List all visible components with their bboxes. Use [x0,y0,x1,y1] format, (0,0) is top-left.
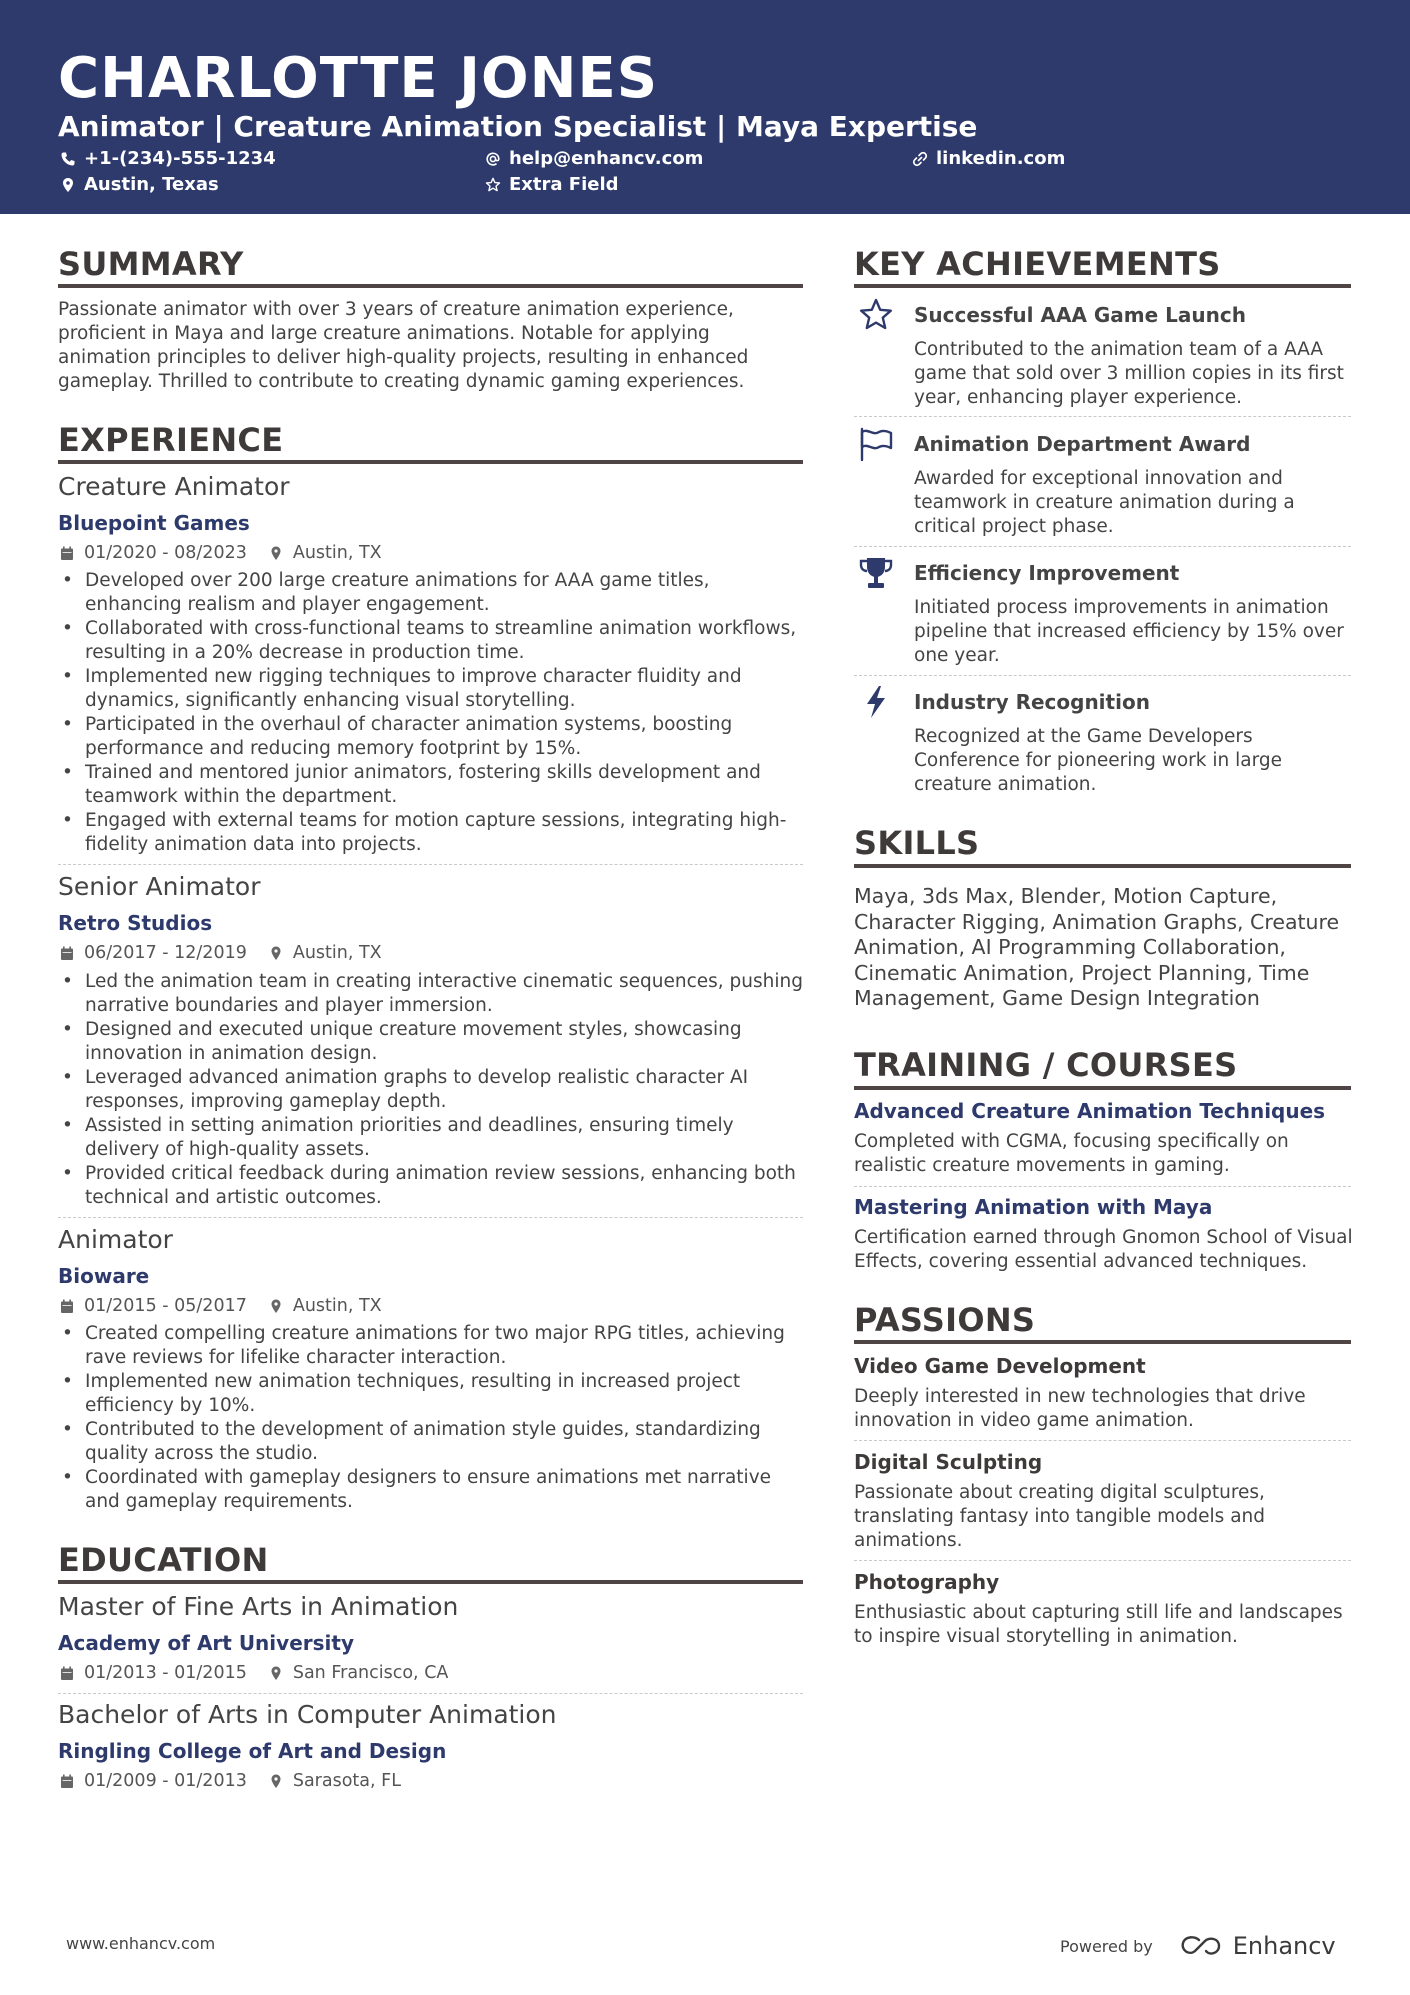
extra-field [485,174,619,195]
job-meta [60,943,382,963]
achievement-text: Initiated process improvements in animation pipeline that increased efficiency by 15% over one year. [914,597,1344,666]
achievements-heading: KEY ACHIEVEMENTS [854,245,1221,283]
job-bullets [58,1322,810,1514]
job-bullet: • Designed and executed unique creature movement styles, showcasing innovation in animation design. [58,1018,810,1066]
at-icon [485,151,501,167]
location-pin-icon [269,1299,283,1314]
achievement-text: Contributed to the animation team of a AAA game that sold over 3 million copies in its first year, enhancing player experience. [914,339,1344,408]
skills-heading: SKILLS [854,824,980,862]
degree-title: Bachelor of Arts in Computer Animation [58,1700,557,1729]
job-bullet: • Collaborated with cross-functional teams to streamline animation workflows, resulting in a 20% decrease in production time. [58,617,810,665]
phone-icon [60,151,76,167]
training-heading: TRAINING / COURSES [854,1046,1238,1084]
bolt-icon [858,684,894,720]
star-outline-icon [485,177,501,193]
job-bullet: • Assisted in setting animation priorities and deadlines, ensuring timely delivery of high-quality assets. [58,1114,810,1162]
achievements-divider [854,284,1351,288]
powered-by-label: Powered by [1060,1936,1153,1956]
website-contact[interactable] [912,148,1065,169]
job-dates: 01/2020 - 08/2023 [84,543,247,563]
job-bullet: • Developed over 200 large creature animations for AAA game titles, enhancing realism and player engagement. [58,569,810,617]
location-pin-icon [269,946,283,961]
education-dates: 01/2009 - 01/2013 [84,1771,247,1791]
location-text: Austin, Texas [84,174,219,195]
job-bullet: • Coordinated with gameplay designers to ensure animations met narrative and gameplay requirements. [58,1466,810,1514]
star-icon [858,297,894,333]
job-location [269,943,382,963]
website-text: linkedin.com [936,148,1066,169]
company-name: Retro Studios [58,911,213,935]
achievement-separator [854,546,1351,547]
job-bullet: • Implemented new rigging techniques to improve character fluidity and dynamics, significantly enhancing visual storytelling. [58,665,810,713]
passions-divider [854,1340,1351,1344]
achievement-title: Efficiency Improvement [914,561,1180,585]
achievement-title: Industry Recognition [914,690,1150,714]
school-name: Academy of Art University [58,1631,354,1655]
location-pin-icon [269,546,283,561]
email-contact[interactable] [485,148,703,169]
passion-text: Enthusiastic about capturing still life and landscapes to inspire visual storytelling in animation. [854,1602,1343,1647]
summary-text: Passionate animator with over 3 years of creature animation experience, proficient in Maya and large creature animations. Notable for applying animation principles to deliver high-quality projects, resulting in enhanced gameplay. Thrilled to contribute to creating dynamic gaming experiences. [58,299,749,392]
course-separator [854,1186,1351,1187]
education-separator [58,1693,803,1694]
job-bullet: • Trained and mentored junior animators, fostering skills development and teamwork within the department. [58,761,810,809]
job-bullet: • Provided critical feedback during animation review sessions, enhancing both technical and artistic outcomes. [58,1162,810,1210]
summary-divider [58,284,803,288]
achievement-separator [854,675,1351,676]
school-name: Ringling College of Art and Design [58,1739,447,1763]
enhancv-brand-text: Enhancv [1232,1932,1336,1960]
education-location-text: San Francisco, CA [292,1663,449,1683]
link-icon [912,151,928,167]
summary-heading: SUMMARY [58,245,244,283]
job-bullet: • Leveraged advanced animation graphs to develop realistic character AI responses, improving gameplay depth. [58,1066,810,1114]
passion-separator [854,1440,1351,1441]
job-location-text: Austin, TX [292,943,382,963]
flag-icon [858,426,894,462]
education-divider [58,1580,803,1584]
job-dates: 06/2017 - 12/2019 [84,943,247,963]
job-bullet: • Led the animation team in creating interactive cinematic sequences, pushing narrative boundaries and player immersion. [58,970,810,1018]
phone-contact[interactable] [60,148,276,169]
candidate-name: CHARLOTTE JONES [58,46,659,111]
achievement-title: Animation Department Award [914,432,1251,456]
skills-divider [854,864,1351,868]
calendar-icon [60,946,74,961]
training-divider [854,1086,1351,1090]
education-meta [60,1663,448,1683]
passion-text: Passionate about creating digital sculptures, translating fantasy into tangible models and animations. [854,1482,1266,1551]
job-title: Creature Animator [58,472,290,501]
skills-list: Maya, 3ds Max, Blender, Motion Capture, Character Rigging, Animation Graphs, Creature Animation, AI Programming Collaboration, Cinematic Animation, Project Planning, Time Management, Game Design Integration [854,884,1340,1010]
job-bullet: • Participated in the overhaul of character animation systems, boosting performance and reducing memory footprint by 15%. [58,713,810,761]
education-dates: 01/2013 - 01/2015 [84,1663,247,1683]
enhancv-logo-icon [1179,1934,1225,1958]
job-meta [60,1296,382,1316]
job-bullet: • Contributed to the development of animation style guides, standardizing quality across the studio. [58,1418,810,1466]
calendar-icon [60,1299,74,1314]
achievement-separator [854,416,1351,417]
location-pin-icon [269,1666,283,1681]
experience-divider [58,460,803,464]
job-location [269,543,382,563]
location-pin-icon [269,1774,283,1789]
passions-heading: PASSIONS [854,1301,1036,1339]
phone-text: +1-(234)-555-1234 [84,148,276,169]
job-location [269,1296,382,1316]
location-contact [60,174,219,195]
company-name: Bluepoint Games [58,511,250,535]
job-title: Animator [58,1225,173,1254]
course-text: Completed with CGMA, focusing specifically on realistic creature movements in gaming. [854,1131,1289,1176]
job-meta [60,543,382,563]
job-bullet: • Implemented new animation techniques, resulting in increased project efficiency by 10%. [58,1370,810,1418]
calendar-icon [60,1774,74,1789]
email-text: help@enhancv.com [509,148,704,169]
achievement-text: Awarded for exceptional innovation and teamwork in creature animation during a critical project phase. [914,468,1295,537]
job-dates: 01/2015 - 05/2017 [84,1296,247,1316]
calendar-icon [60,546,74,561]
passion-text: Deeply interested in new technologies that drive innovation in video game animation. [854,1386,1306,1431]
job-bullet: • Created compelling creature animations for two major RPG titles, achieving rave reviews for lifelike character interaction. [58,1322,810,1370]
trophy-icon [858,555,894,591]
job-title: Senior Animator [58,872,261,901]
achievement-title: Successful AAA Game Launch [914,303,1246,327]
education-meta [60,1771,401,1791]
extra-field-text: Extra Field [509,174,619,195]
course-title: Mastering Animation with Maya [854,1195,1213,1219]
degree-title: Master of Fine Arts in Animation [58,1592,459,1621]
job-bullets [58,970,810,1210]
course-title: Advanced Creature Animation Techniques [854,1099,1326,1123]
enhancv-logo [1179,1932,1336,1960]
job-location-text: Austin, TX [292,543,382,563]
job-location-text: Austin, TX [292,1296,382,1316]
experience-heading: EXPERIENCE [58,421,284,459]
resume-header [0,0,1410,214]
location-pin-icon [60,177,76,193]
job-bullets [58,569,810,857]
passion-title: Photography [854,1570,1000,1594]
education-location [269,1771,401,1791]
passion-separator [854,1560,1351,1561]
footer-branding[interactable] [1060,1932,1336,1960]
course-text: Certification earned through Gnomon School of Visual Effects, covering essential advanced techniques. [854,1227,1353,1272]
education-location-text: Sarasota, FL [292,1771,401,1791]
job-separator [58,864,803,865]
achievement-text: Recognized at the Game Developers Conference for pioneering work in large creature animation. [914,726,1282,795]
calendar-icon [60,1666,74,1681]
job-separator [58,1217,803,1218]
footer-website[interactable]: www.enhancv.com [66,1934,216,1953]
passion-title: Digital Sculpting [854,1450,1043,1474]
candidate-headline: Animator | Creature Animation Specialist | Maya Expertise [58,110,978,143]
education-heading: EDUCATION [58,1541,269,1579]
passion-title: Video Game Development [854,1354,1146,1378]
education-location [269,1663,449,1683]
company-name: Bioware [58,1264,150,1288]
job-bullet: • Engaged with external teams for motion capture sessions, integrating high-fidelity animation data into projects. [58,809,810,857]
